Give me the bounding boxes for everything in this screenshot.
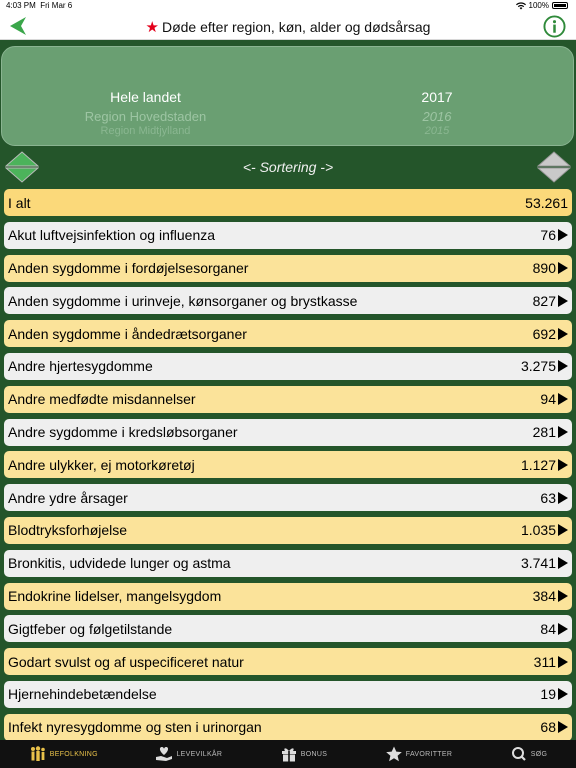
status-right (516, 1, 568, 10)
status-bar (0, 0, 576, 12)
play-arrow-icon (558, 459, 568, 471)
play-arrow-icon (558, 295, 568, 307)
play-arrow-icon (558, 262, 568, 274)
list-item-value: 63 (540, 489, 556, 506)
status-time: 4:03 PM Fri Mar 6 (6, 1, 73, 10)
tab-sog[interactable] (510, 746, 547, 762)
list-item-label: Anden sygdomme i urinveje, kønsorganer og brystkasse (8, 292, 358, 309)
list-item-label: Blodtryksforhøjelse (8, 522, 128, 539)
picker-region-selected[interactable]: Hele landet (110, 89, 181, 105)
battery-percent: 100% (528, 1, 549, 10)
list-item-label: Andre hjertesygdomme (8, 358, 153, 375)
list-item-value: 1.127 (520, 456, 556, 473)
sort-bar (0, 151, 576, 183)
play-arrow-icon (558, 623, 568, 635)
list-item-value: 384 (532, 588, 556, 605)
tab-favoritter[interactable] (385, 746, 452, 762)
play-arrow-icon (558, 721, 568, 733)
list-item[interactable] (4, 419, 572, 446)
list-item-label: Infekt nyresygdomme og sten i urinorgan (8, 719, 262, 736)
list-item-label: Bronkitis, udvidede lunger og astma (8, 555, 231, 572)
list-item[interactable] (4, 222, 572, 249)
tab-label: BEFOLKNING (49, 750, 98, 758)
list-item[interactable] (4, 517, 572, 544)
list-item-value: 19 (540, 686, 556, 703)
play-arrow-icon (558, 656, 568, 668)
region-year-picker[interactable] (1, 46, 574, 146)
play-arrow-icon (558, 524, 568, 536)
tab-label: BONUS (300, 750, 328, 758)
list-item-value: 3.275 (520, 358, 556, 375)
star-icon (385, 746, 403, 762)
star-icon: ★ (145, 19, 159, 36)
list-item-value: 1.035 (520, 522, 556, 539)
list-item-label: Andre sygdomme i kredsløbsorganer (8, 424, 238, 441)
list-item[interactable] (4, 287, 572, 314)
play-arrow-icon (558, 360, 568, 372)
tab-levevilkar[interactable] (155, 746, 222, 762)
list-item[interactable] (4, 484, 572, 511)
heart-hand-icon (155, 746, 173, 762)
tab-bonus[interactable] (280, 746, 327, 762)
tab-bar (0, 740, 576, 768)
tab-befolkning[interactable] (29, 746, 98, 762)
play-arrow-icon (558, 688, 568, 700)
list-item-value: 311 (533, 653, 556, 670)
play-arrow-icon (558, 590, 568, 602)
list-item[interactable] (4, 320, 572, 347)
list-item-label: Anden sygdomme i fordøjelsesorganer (8, 260, 249, 277)
list-item[interactable] (4, 681, 572, 708)
list-item[interactable] (4, 255, 572, 282)
navigation-bar (0, 12, 576, 40)
gift-icon (280, 746, 298, 762)
list-item-label: Andre ulykker, ej motorkøretøj (8, 456, 195, 473)
list-item-label: Anden sygdomme i åndedrætsorganer (8, 325, 247, 342)
play-arrow-icon (558, 229, 568, 241)
list-item[interactable] (4, 583, 572, 610)
picker-year-option[interactable]: 2015 (424, 125, 450, 137)
list-item-label: Gigtfeber og følgetilstande (8, 620, 173, 637)
tab-label: LEVEVILKÅR (176, 750, 223, 758)
wifi-icon (516, 2, 526, 10)
list-item[interactable] (4, 353, 572, 380)
picker-region-option[interactable]: Region Hovedstaden (84, 109, 207, 124)
battery-icon (552, 2, 568, 9)
list-item[interactable] (4, 714, 572, 741)
cause-of-death-list (4, 189, 572, 747)
list-item-value: 94 (540, 391, 556, 408)
list-item[interactable] (4, 550, 572, 577)
list-item-value: 68 (540, 719, 556, 736)
info-icon[interactable] (543, 15, 566, 38)
list-item[interactable] (4, 386, 572, 413)
list-item-value: 692 (532, 325, 556, 342)
list-item-value: 3.741 (520, 555, 556, 572)
play-arrow-icon (558, 492, 568, 504)
play-arrow-icon (558, 557, 568, 569)
list-item-label: Godart svulst og af uspecificeret natur (8, 653, 244, 670)
picker-year-selected[interactable]: 2017 (421, 89, 453, 105)
page-title: ★ Døde efter region, køn, alder og dødsårsag (145, 19, 431, 36)
list-item-label: I alt (8, 194, 31, 211)
picker-year-option[interactable]: 2016 (422, 109, 452, 124)
list-item-value: 53.261 (525, 194, 568, 211)
list-item-value: 890 (532, 260, 556, 277)
play-arrow-icon (558, 328, 568, 340)
list-item[interactable] (4, 451, 572, 478)
picker-region-option[interactable]: Region Midtjylland (100, 125, 191, 137)
list-item-label: Akut luftvejsinfektion og influenza (8, 227, 216, 244)
list-item-total[interactable] (4, 189, 572, 216)
list-item-value: 76 (540, 227, 556, 244)
list-item[interactable] (4, 648, 572, 675)
list-item-label: Andre medfødte misdannelser (8, 391, 196, 408)
list-item-value: 281 (532, 424, 556, 441)
play-arrow-icon (558, 393, 568, 405)
list-item-value: 827 (532, 292, 556, 309)
tab-label: FAVORITTER (405, 750, 453, 758)
list-item-label: Andre ydre årsager (8, 489, 128, 506)
sort-label[interactable]: <- Sortering -> (242, 159, 334, 175)
list-item[interactable] (4, 615, 572, 642)
tab-label: SØG (530, 750, 548, 758)
list-item-label: Hjernehindebetændelse (8, 686, 157, 703)
play-arrow-icon (558, 426, 568, 438)
list-item-label: Endokrine lidelser, mangelsygdom (8, 588, 222, 605)
sort-updown-icon[interactable] (537, 151, 571, 183)
search-icon (510, 746, 528, 762)
people-icon (29, 746, 47, 762)
list-item-value: 84 (540, 620, 556, 637)
